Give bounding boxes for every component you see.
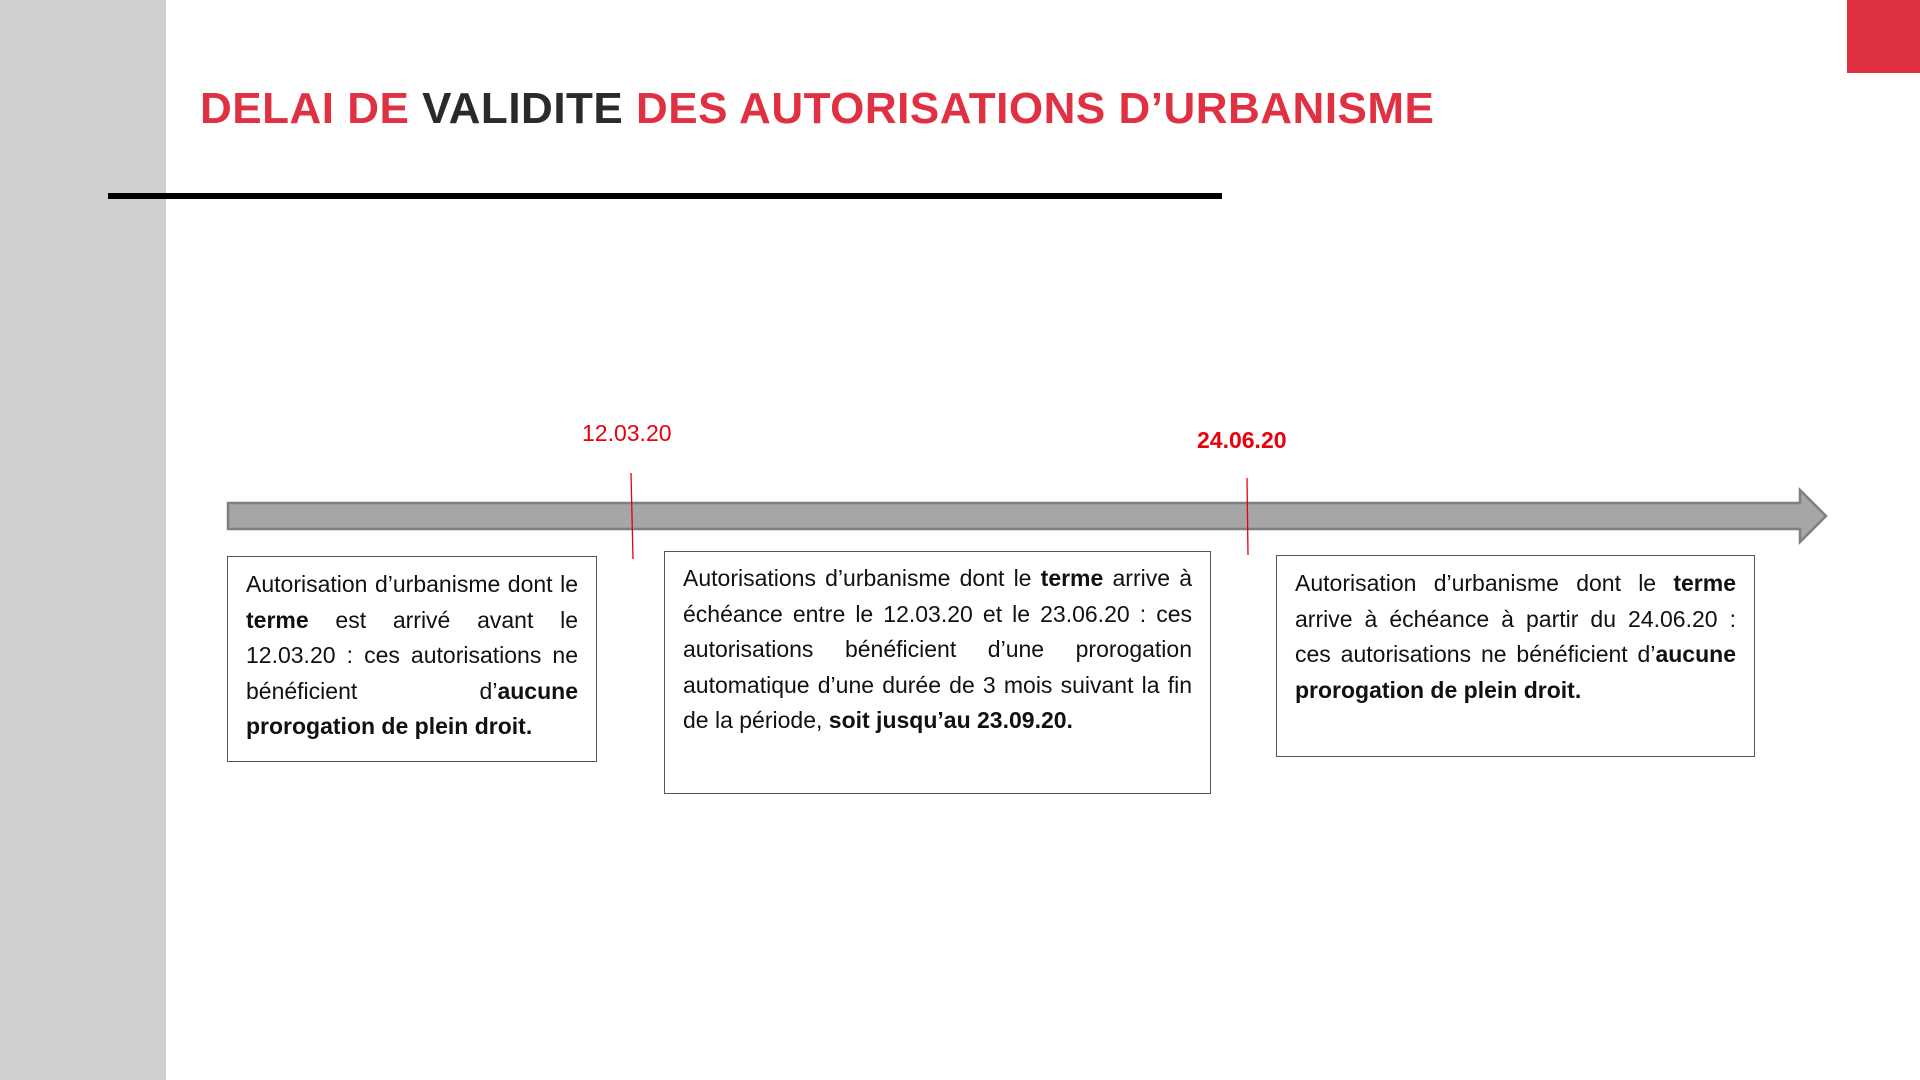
- period-box-during: [664, 551, 1211, 794]
- box2-text-1: Autorisations d’urbanisme dont le: [683, 565, 1041, 591]
- box1-bold-2: aucune prorogation de plein droit.: [246, 677, 578, 739]
- box2-bold-1: terme: [1040, 565, 1104, 591]
- box2-bold-2: soit jusqu’au 23.09.20.: [828, 707, 1073, 733]
- period-box-before: [227, 556, 597, 762]
- title-part-dark: VALIDITE: [422, 84, 624, 133]
- box1-text-1: Autorisation d’urbanisme dont le: [246, 571, 578, 597]
- period-box-after: [1276, 555, 1755, 757]
- box1-text-2: est arrivé avant le 12.03.20 : ces autorisations ne bénéficient d’: [246, 606, 578, 704]
- tick-date2: [1247, 478, 1248, 555]
- date-label-2: 24.06.20: [1197, 427, 1287, 453]
- timeline-arrow: [228, 490, 1826, 542]
- title-part-red-2: DES AUTORISATIONS D’URBANISME: [623, 84, 1435, 133]
- box2-text-2: arrive à échéance entre le 12.03.20 et le 23.06.20 : ces autorisations bénéficient d’une prorogation automatique d’une durée de 3 mois suivant la fin de la période,: [683, 565, 1192, 733]
- box3-bold-2: aucune prorogation de plein droit.: [1295, 641, 1736, 703]
- period-box-after-text: [1295, 566, 1736, 708]
- period-box-before-text: [246, 567, 578, 745]
- box3-bold-1: terme: [1673, 570, 1736, 596]
- period-box-during-text: [683, 561, 1192, 739]
- box3-text-1: Autorisation d’urbanisme dont le: [1295, 570, 1674, 596]
- box3-text-2: arrive à échéance à partir du 24.06.20 : ces autorisations ne bénéficient d’: [1295, 605, 1736, 667]
- title-part-red-1: DELAI DE: [200, 84, 423, 133]
- box1-bold-1: terme: [246, 606, 309, 633]
- date-label-1: 12.03.20: [582, 420, 672, 446]
